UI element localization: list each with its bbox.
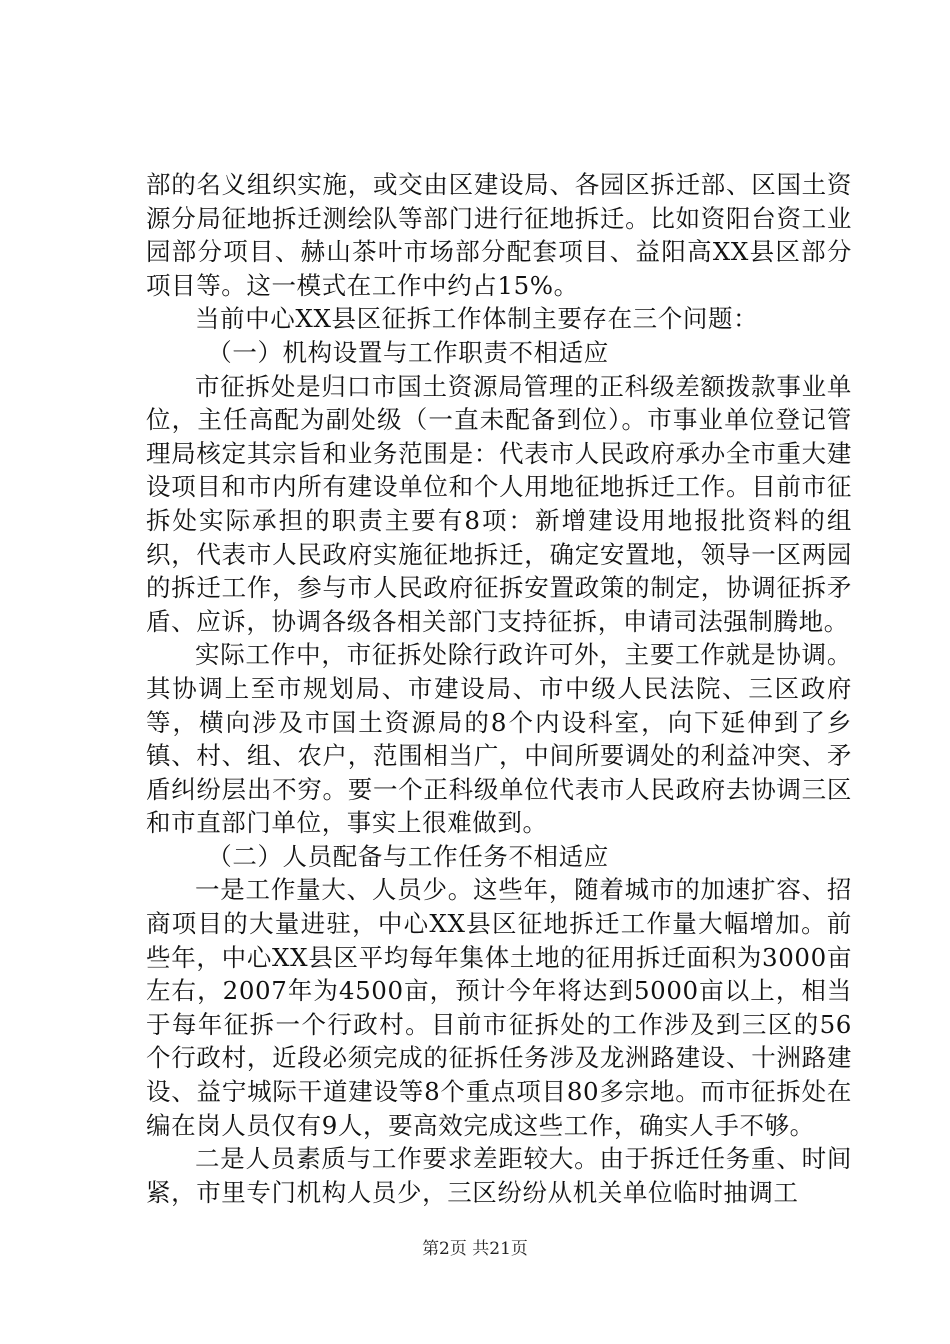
page-footer: 第2页 共21页 [422,1239,528,1259]
paragraph-coordination: 实际工作中，市征拆处除行政许可外，主要工作就是协调。其协调上至市规划局、市建设局、市中级人民法院、三区政府等，横向涉及市国土资源局的8个内设科室，向下延伸到了乡镇、村、组、农户，范围相当广，中间所要调处的利益冲突、矛盾纠纷层出不穷。要一个正科级单位代表市人民政府去协调三区和市直部门单位，事实上很难做到。 [146,640,852,838]
paragraph-continued: 部的名义组织实施，或交由区建设局、各园区拆迁部、区国土资源分局征地拆迁测绘队等部门进行征地拆迁。比如资阳台资工业园部分项目、赫山茶叶市场部分配套项目、益阳高XX县区部分项目等。这一模式在工作中约占15%。 [146,170,852,300]
paragraph-workload: 一是工作量大、人员少。这些年，随着城市的加速扩容、招商项目的大量进驻，中心XX县区征地拆迁工作量大幅增加。前些年，中心XX县区平均每年集体土地的征用拆迁面积为3000亩左右，2007年为4500亩，预计今年将达到5000亩以上，相当于每年征拆一个行政村。目前市征拆处的工作涉及到三区的56个行政村，近段必须完成的征拆任务涉及龙洲路建设、十洲路建设、益宁城际干道建设等8个重点项目80多宗地。而市征拆处在编在岗人员仅有9人，要高效完成这些工作，确实人手不够。 [146,875,852,1140]
section-heading-2: （二）人员配备与工作任务不相适应 [207,841,609,871]
document-body [146,168,852,1209]
paragraph-intro-problems: 当前中心XX县区征拆工作体制主要存在三个问题： [195,304,759,334]
paragraph-staff-quality: 二是人员素质与工作要求差距较大。由于拆迁任务重、时间紧，市里专门机构人员少，三区纷纷从机关单位临时抽调工 [146,1144,852,1207]
paragraph-agency-duties: 市征拆处是归口市国土资源局管理的正科级差额拨款事业单位，主任高配为副处级（一直未配备到位）。市事业单位登记管理局核定其宗旨和业务范围是：代表市人民政府承办全市重大建设项目和市内所有建设单位和个人用地征地拆迁工作。目前市征拆处实际承担的职责主要有8项：新增建设用地报批资料的组织，代表市人民政府实施征地拆迁，确定安置地，领导一区两园的拆迁工作，参与市人民政府征拆安置政策的制定，协调征拆矛盾、应诉，协调各级各相关部门支持征拆，申请司法强制腾地。 [146,371,852,636]
section-heading-1: （一）机构设置与工作职责不相适应 [207,337,609,367]
